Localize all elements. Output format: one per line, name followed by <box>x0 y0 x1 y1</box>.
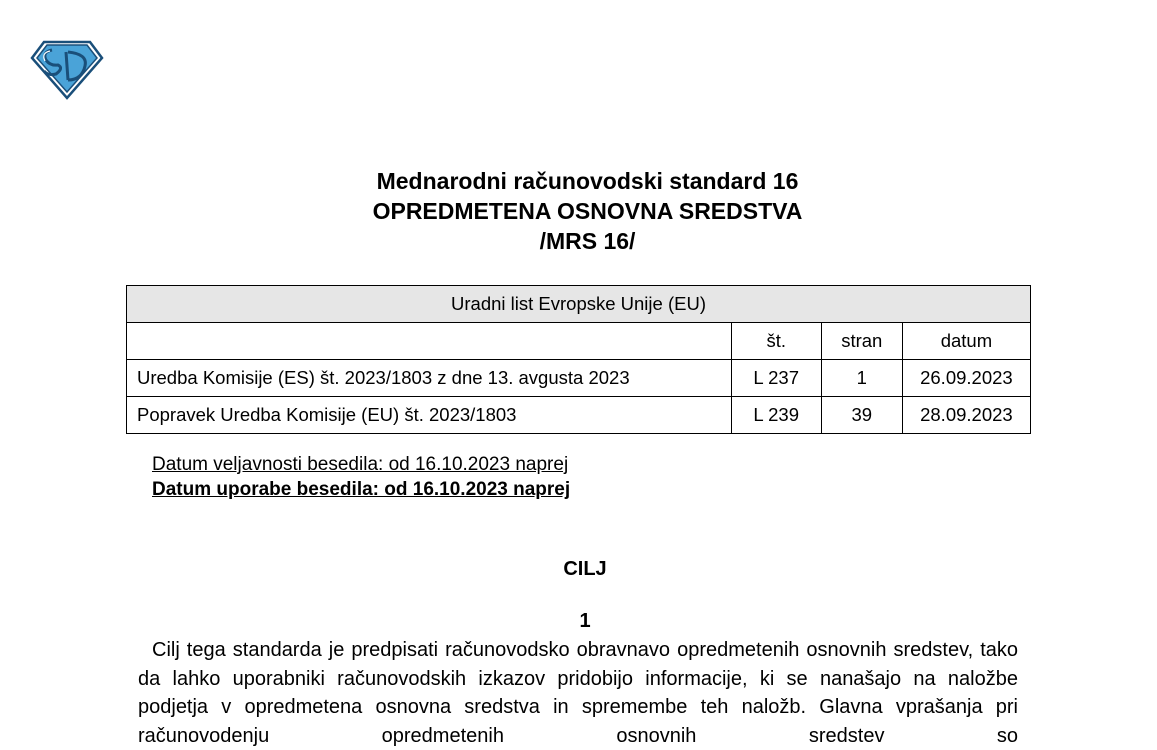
table-header: Uradni list Evropske Unije (EU) <box>127 286 1031 323</box>
row-description: Popravek Uredba Komisije (EU) št. 2023/1803 <box>127 397 732 434</box>
official-journal-table <box>126 285 1031 434</box>
row-page: 39 <box>821 397 902 434</box>
column-header-page: stran <box>821 323 902 360</box>
document-title <box>0 166 1157 256</box>
paragraph-number: 1 <box>579 610 591 632</box>
section-title: CILJ <box>563 558 607 580</box>
column-header-description <box>127 323 732 360</box>
table-row <box>127 360 1031 397</box>
row-page: 1 <box>821 360 902 397</box>
paragraph-text: Cilj tega standarda je predpisati računovodsko obravnavo opredmetenih osnovnih sredstev, tako da lahko uporabniki računovodskih izkazov pridobijo informacije, ki se nanašajo na naložbe podjetja v opredmetena osnovna sredstva in spremembe teh naložb. Glavna vprašanja pri računovodenju opredmetenih osnovnih sredstev so <box>138 639 1018 747</box>
row-description: Uredba Komisije (ES) št. 2023/1803 z dne 13. avgusta 2023 <box>127 360 732 397</box>
table-column-row <box>127 323 1031 360</box>
table-row <box>127 397 1031 434</box>
row-number: L 237 <box>731 360 821 397</box>
row-date: 28.09.2023 <box>902 397 1030 434</box>
row-number: L 239 <box>731 397 821 434</box>
title-line-code: /MRS 16/ <box>539 228 636 254</box>
table-header-row <box>127 286 1031 323</box>
title-line-name: OPREDMETENA OSNOVNA SREDSTVA <box>372 198 803 224</box>
column-header-date: datum <box>902 323 1030 360</box>
column-header-number: št. <box>731 323 821 360</box>
validity-date: Datum veljavnosti besedila: od 16.10.2023 naprej <box>152 454 569 475</box>
application-date: Datum uporabe besedila: od 16.10.2023 naprej <box>152 479 571 500</box>
row-date: 26.09.2023 <box>902 360 1030 397</box>
title-line-standard: Mednarodni računovodski standard 16 <box>376 168 799 194</box>
validity-dates <box>152 452 570 502</box>
logo-icon <box>30 38 104 100</box>
